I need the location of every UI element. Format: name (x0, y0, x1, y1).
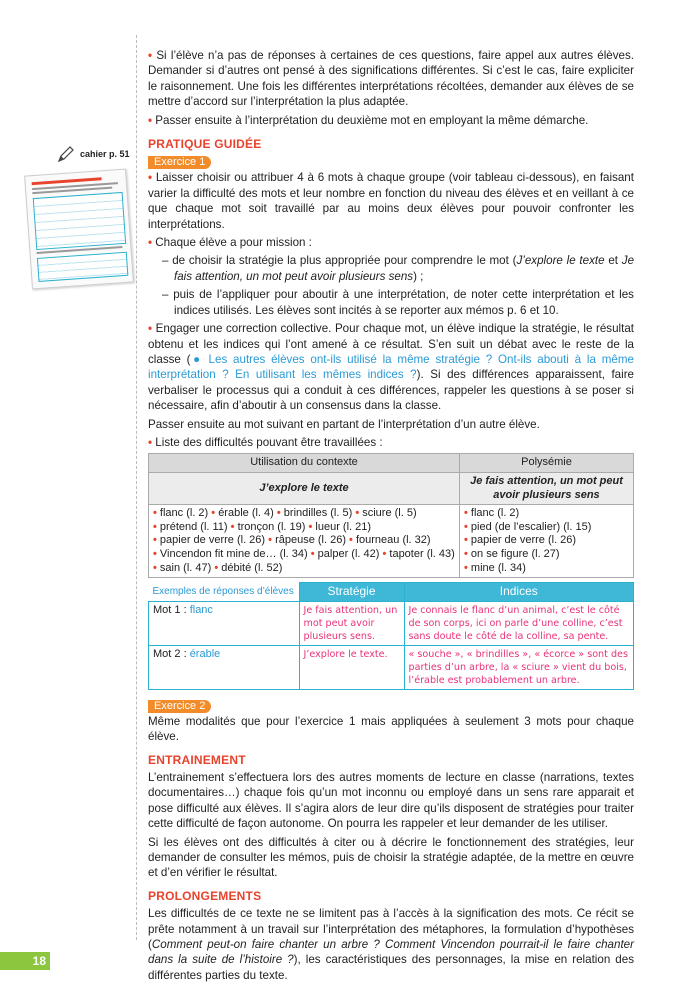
list-item: tronçon (l. 19) (237, 520, 306, 533)
list-item: brindilles (l. 5) (283, 507, 353, 520)
list-item: sciure (l. 5) (362, 507, 417, 520)
intro-paragraph-2: • Passer ensuite à l’interprétation du deuxième mot en employant la même démarche. (148, 113, 589, 127)
pratique-paragraph-4: Passer ensuite au mot suivant en partant de l’interprétation d’un autre élève. (148, 417, 540, 431)
pratique-paragraph-3: • Engager une correction collective. Pour chaque mot, un élève indique la stratégie, le résultat obtenu et les indices qui l’ont amené à ce résultat. S’en suit un débat avec le reste de la classe (● Les autres élèves ont-ils utilisé la même stratégie ? Ont-ils abouti à la même interprétation ? En utilisant les mêmes indices ?). Si des différences apparaissent, faire verbaliser le processus qui a conduit à ces différences, rappeler les questions à se poser si nécessaire, afin d’aboutir à un consensus dans la classe. (148, 322, 634, 413)
student-answers-table (148, 582, 634, 690)
section-title-pratique: PRATIQUE GUIDÉE (148, 137, 262, 152)
pratique-paragraph-1: • Laisser choisir ou attribuer 4 à 6 mots à chaque groupe (voir tableau ci-dessous), en faisant varier la difficulté des mots et leur nombre en fonction du niveau des élèves et en veillant à ce que chaque mot soit travaillé par au moins deux élèves pour pouvoir confronter les interprétations. (148, 171, 634, 231)
col-header-context: Utilisation du contexte (149, 454, 460, 473)
pratique-paragraph-5: • Liste des difficultés pouvant être travaillées : (148, 435, 383, 449)
exercise-1-badge: Exercice 1 (148, 156, 211, 169)
examples-label: Exemples de réponses d’élèves (149, 583, 300, 602)
exercise-2-text: Même modalités que pour l’exercice 1 mais appliquées à seulement 3 mots pour chaque élève. (148, 714, 634, 744)
margin-divider (136, 35, 137, 940)
entrainement-paragraph-2: Si les élèves ont des difficultés à citer ou à décrire le fonctionnement des stratégies, leur demander de consulter les mémos, puis de choisir la stratégie adaptée, de la mettre en œuvre et d’en vérifier le résultat. (148, 835, 634, 880)
list-item: tapoter (l. 43) (389, 547, 455, 560)
pencil-icon (56, 144, 76, 164)
context-word-list (149, 505, 460, 578)
subheader-context: J’explore le texte (149, 472, 460, 504)
context-line: • prétend (l. 11) • tronçon (l. 19) • lueur (l. 21) (153, 520, 372, 533)
mission-item-2: – puis de l’appliquer pour aboutir à une interprétation, de noter cette interprétation et les indices utilisés. Les élèves sont incités à se reporter aux mémos p. 6 et 10. (162, 288, 634, 317)
intro-paragraph-1: • Si l’élève n’a pas de réponses à certaines de ces questions, faire appel aux autres élèves. Demander si d’autres ont pensé à des significations différentes. Si c’est le cas, faire expliciter le raisonnement. Une fois les différentes interprétations récoltées, demander aux élèves de se mettre d’accord sur l’interprétation la plus adaptée. (148, 49, 634, 109)
context-line: • flanc (l. 2) • érable (l. 4) • brindilles (l. 5) • sciure (l. 5) (153, 507, 417, 520)
prolongements-paragraph: Les difficultés de ce texte ne se limitent pas à l’accès à la signification des mots. Ce récit se prête notamment à un travail sur l’interprétation des métaphores, la formulation d’hypothèses (Comment peut-on faire chanter un arbre ? Comment Vincendon pourrait-il le faire chanter dans la suite de l’histoire ?), les caractéristiques des personnages, la mise en relation des différentes parties du texte. (148, 907, 634, 982)
list-item: flanc (l. 2) (159, 507, 209, 520)
indices-2: « souche », « brindilles », « écorce » sont des parties d’un arbre, la « sciure » vient du bois, l’érable est probablement un arbre. (404, 645, 634, 689)
workbook-thumbnail (24, 169, 134, 290)
pratique-paragraph-2: • Chaque élève a pour mission : (148, 236, 312, 250)
list-item: • mine (l. 34) (464, 561, 526, 574)
list-item: érable (l. 4) (218, 507, 274, 520)
list-item: • pied (de l’escalier) (l. 15) (464, 520, 592, 533)
list-item: Vincendon fit mine de… (l. 34) (159, 547, 308, 560)
list-item: lueur (l. 21) (315, 520, 372, 533)
list-item: • papier de verre (l. 26) (464, 534, 577, 547)
list-item: papier de verre (l. 26) (159, 534, 266, 547)
table-row (149, 645, 634, 689)
difficulties-table (148, 453, 634, 578)
list-item: • on se figure (l. 27) (464, 547, 560, 560)
context-line: • sain (l. 47) • débité (l. 52) (153, 561, 283, 574)
entrainement-paragraph-1: L’entrainement s’effectuera lors des autres moments de lecture en classe (narrations, textes documentaires…) chaque fois qu’un mot inconnu ou employé dans un sens rare apparait et pose difficulté aux élèves. Il s’agira alors de leur dire qu’ils disposent de stratégies pour traiter cette difficulté de façon autonome. On pourra les rappeler et leur demander de les utiliser. (148, 770, 634, 831)
subheader-polysemy: Je fais attention, un mot peut avoir plusieurs sens (460, 472, 634, 504)
list-item: fourneau (l. 32) (355, 534, 431, 547)
exercise-2-badge: Exercice 2 (148, 700, 211, 713)
list-item: prétend (l. 11) (159, 520, 228, 533)
cahier-reference (56, 144, 134, 164)
section-title-prolongements: PROLONGEMENTS (148, 888, 262, 903)
strategy-1: Je fais attention, un mot peut avoir plusieurs sens. (299, 601, 404, 645)
cahier-label: cahier p. 51 (80, 149, 130, 159)
context-line: • Vincendon fit mine de… (l. 34) • palper (l. 42) • tapoter (l. 43) (153, 547, 455, 560)
list-item: sain (l. 47) (159, 561, 212, 574)
strategy-2: J’explore le texte. (299, 645, 404, 689)
indices-1: Je connais le flanc d’un animal, c’est le côté de son corps, ici on parle d’une colline, c’est sans doute le côté de la colline, sa pente. (404, 601, 634, 645)
speech-bubble-icon: ● (190, 352, 203, 366)
sidebar (56, 144, 134, 286)
mot-2-cell: Mot 2 : érable (149, 645, 300, 689)
polysemy-word-list (460, 505, 634, 578)
context-line: • papier de verre (l. 26) • râpeuse (l. 26) • fourneau (l. 32) (153, 534, 431, 547)
main-content (148, 48, 634, 986)
col-header-polysemy: Polysémie (460, 454, 634, 473)
list-item: râpeuse (l. 26) (275, 534, 346, 547)
mot-1-cell: Mot 1 : flanc (149, 601, 300, 645)
page-number: 18 (0, 952, 50, 970)
list-item: • flanc (l. 2) (464, 507, 520, 520)
list-item: palper (l. 42) (317, 547, 380, 560)
mission-item-1: – de choisir la stratégie la plus appropriée pour comprendre le mot (J’explore le texte et Je fais attention, un mot peut avoir plusieurs sens) ; (162, 254, 635, 283)
list-item: débité (l. 52) (221, 561, 283, 574)
header-indices: Indices (404, 583, 634, 602)
table-row (149, 601, 634, 645)
section-title-entrainement: ENTRAINEMENT (148, 752, 246, 767)
header-strategie: Stratégie (299, 583, 404, 602)
